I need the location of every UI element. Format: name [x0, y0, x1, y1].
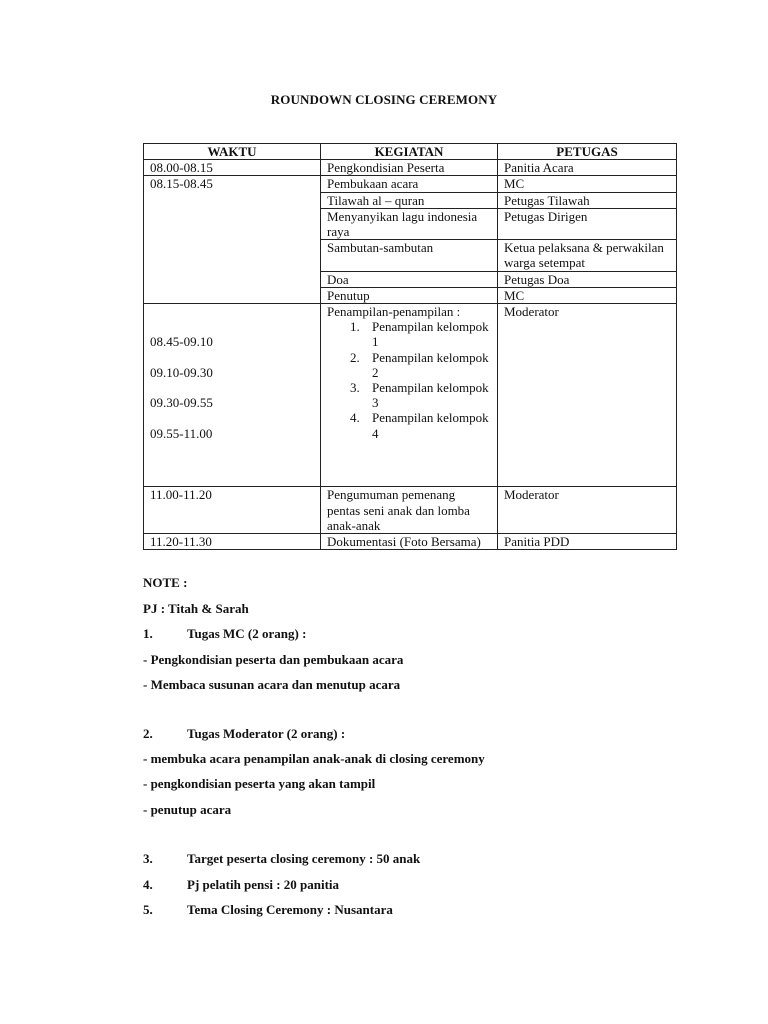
- header-kegiatan: KEGIATAN: [321, 144, 498, 160]
- cell-kegiatan: Menyanyikan lagu indonesia raya: [321, 208, 498, 239]
- note-text: Tugas Moderator (2 orang) :: [187, 726, 346, 741]
- note-number: 1.: [143, 626, 153, 641]
- list-text: Penampilan kelompok 4: [372, 410, 489, 441]
- note-item: [143, 877, 339, 893]
- header-petugas: PETUGAS: [498, 144, 677, 160]
- note-text: Target peserta closing ceremony : 50 anak: [187, 851, 421, 866]
- table-row: [144, 533, 677, 549]
- cell-waktu: 11.00-11.20: [144, 487, 321, 534]
- table-row-performances: [144, 304, 677, 487]
- note-number: 2.: [143, 726, 153, 741]
- note-item: - Pengkondisian peserta dan pembukaan acara: [143, 652, 404, 667]
- cell-kegiatan: Dokumentasi (Foto Bersama): [321, 533, 498, 549]
- header-waktu: WAKTU: [144, 144, 321, 160]
- note-text: Tugas MC (2 orang) :: [187, 626, 307, 641]
- cell-waktu: 08.15-08.45: [144, 176, 321, 304]
- cell-kegiatan: Pembukaan acara: [321, 176, 498, 192]
- note-item: [143, 851, 420, 867]
- note-label: NOTE :: [143, 575, 188, 590]
- performance-time: 08.45-09.10: [150, 334, 213, 350]
- note-text: Tema Closing Ceremony : Nusantara: [187, 902, 393, 917]
- list-item: [327, 350, 491, 380]
- table-row: [144, 160, 677, 176]
- table-row: [144, 176, 677, 192]
- table-row: [144, 487, 677, 534]
- document-title: ROUNDOWN CLOSING CEREMONY: [270, 92, 498, 107]
- roundown-table: [143, 143, 677, 550]
- cell-petugas: Ketua pelaksana & perwakilan warga setempat: [498, 240, 677, 271]
- note-number: 4.: [143, 877, 153, 892]
- list-text: Penampilan kelompok 1: [372, 319, 489, 350]
- cell-kegiatan: Pengkondisian Peserta: [321, 160, 498, 176]
- list-text: Penampilan kelompok 3: [372, 380, 489, 411]
- cell-waktu-performances: [144, 304, 321, 487]
- note-number: 5.: [143, 902, 153, 917]
- list-number: 4.: [350, 410, 360, 426]
- note-item: - Membaca susunan acara dan menutup acara: [143, 677, 401, 692]
- note-item: [143, 626, 306, 642]
- performance-time: 09.10-09.30: [150, 364, 213, 380]
- cell-kegiatan: Penutup: [321, 287, 498, 303]
- performance-heading: Penampilan-penampilan :: [327, 304, 461, 320]
- note-item: [143, 726, 345, 742]
- note-item: [143, 902, 393, 918]
- list-text: Penampilan kelompok 2: [372, 349, 489, 380]
- note-text: Pj pelatih pensi : 20 panitia: [187, 877, 340, 892]
- cell-kegiatan-performances: [321, 304, 498, 487]
- cell-petugas: Petugas Tilawah: [498, 192, 677, 208]
- pj-line: PJ : Titah & Sarah: [143, 601, 249, 616]
- note-item: - membuka acara penampilan anak-anak di closing ceremony: [143, 751, 485, 766]
- cell-kegiatan: Sambutan-sambutan: [321, 240, 498, 271]
- table-header-row: [144, 144, 677, 160]
- cell-petugas: Panitia PDD: [498, 533, 677, 549]
- cell-waktu: 08.00-08.15: [144, 160, 321, 176]
- cell-waktu: 11.20-11.30: [144, 533, 321, 549]
- note-number: 3.: [143, 851, 153, 866]
- list-item: [327, 410, 491, 440]
- cell-petugas: Moderator: [498, 487, 677, 534]
- cell-petugas: MC: [498, 176, 677, 192]
- cell-kegiatan: Pengumuman pemenang pentas seni anak dan lomba anak-anak: [321, 487, 498, 534]
- cell-petugas: Petugas Dirigen: [498, 208, 677, 239]
- cell-petugas: Panitia Acara: [498, 160, 677, 176]
- list-number: 1.: [350, 319, 360, 335]
- performance-list: [327, 319, 491, 441]
- cell-kegiatan: Tilawah al – quran: [321, 192, 498, 208]
- cell-petugas: Moderator: [498, 304, 677, 487]
- list-number: 3.: [350, 380, 360, 396]
- cell-petugas: MC: [498, 287, 677, 303]
- performance-time: 09.55-11.00: [150, 425, 213, 441]
- performance-time: 09.30-09.55: [150, 395, 213, 411]
- cell-petugas: Petugas Doa: [498, 271, 677, 287]
- note-item: - penutup acara: [143, 802, 232, 817]
- cell-kegiatan: Doa: [321, 271, 498, 287]
- note-item: - pengkondisian peserta yang akan tampil: [143, 776, 376, 791]
- list-item: [327, 380, 491, 410]
- list-number: 2.: [350, 349, 360, 365]
- list-item: [327, 319, 491, 349]
